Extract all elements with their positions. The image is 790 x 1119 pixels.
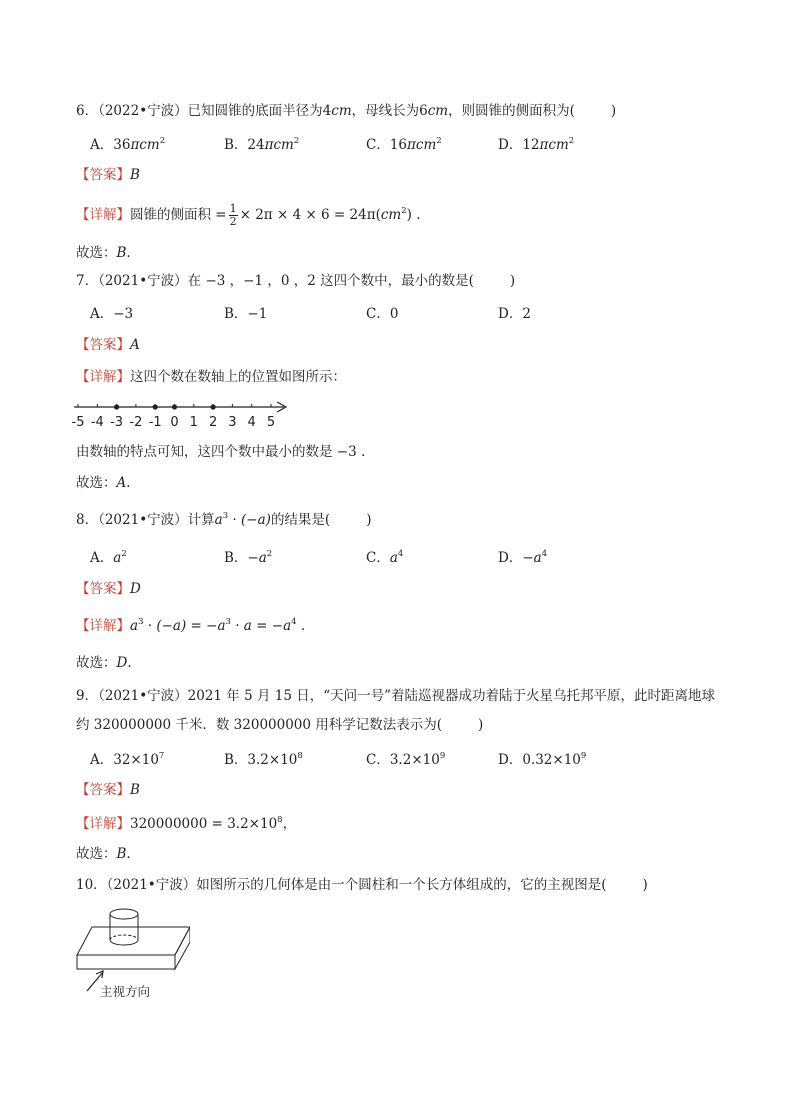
q8-option-c: C．$a^4$ (366, 549, 404, 566)
q7-after: 由数轴的特点可知，这四个数中最小的数是 −3 . (76, 444, 366, 460)
q6-answer: 【答案】B (76, 167, 140, 183)
q7-option-b: B．−1 (224, 306, 268, 322)
cylinder-bottom-hidden (110, 935, 138, 940)
q8-option-a: A．$a^2$ (90, 549, 127, 566)
q9-answer: 【答案】B (76, 782, 140, 798)
q6-option-b: B．24πcm$^2$ (224, 136, 300, 153)
q9-option-b: B．$3.2\times 10^8$ (224, 751, 303, 768)
q7-conclusion: 故选：A. (76, 475, 131, 491)
q6-option-d: D．12πcm$^2$ (498, 136, 575, 153)
q8-detail: 【详解】$a^3 \cdot (-a) = -a^3 \cdot a = -a^4$ . (76, 617, 306, 634)
number-line-label: -3 (110, 415, 124, 430)
number-line-label: -2 (129, 415, 143, 430)
q8-conclusion: 故选：D. (76, 655, 132, 671)
q7-detail: 【详解】这四个数在数轴上的位置如图所示： (76, 369, 346, 385)
q8-option-d: D．$-a^4$ (498, 549, 548, 566)
q7-answer: 【答案】A (76, 337, 140, 353)
q8-stem: 8．（2021•宁波）计算$a^3 \cdot (-a)$的结果是( ) (76, 511, 372, 528)
view-direction-label: 主视方向 (100, 984, 151, 999)
number-line-label: 0 (170, 415, 179, 430)
q8-option-b: B．$-a^2$ (224, 549, 273, 566)
q7-option-c: C．0 (366, 306, 399, 322)
q7-option-d: D．2 (498, 306, 531, 322)
number-line-point (211, 404, 216, 409)
q6-option-a: A．36πcm$^2$ (90, 136, 166, 153)
number-line-label: 1 (189, 415, 198, 430)
number-line-label: 4 (247, 415, 256, 430)
number-line-label: -1 (148, 415, 162, 430)
number-line-label: -4 (90, 415, 104, 430)
q10-stem: 10．（2021•宁波）如图所示的几何体是由一个圆柱和一个长方体组成的，它的主视图是( ) (76, 877, 648, 893)
q9-detail: 【详解】$320000000 = 3.2\times 10^8$， (76, 815, 297, 832)
box-front-face (77, 955, 175, 969)
number-line-point (114, 404, 119, 409)
number-line-label: 2 (208, 415, 218, 430)
number-line-label: -5 (71, 415, 85, 430)
q9-option-a: A．$32\times 10^7$ (90, 751, 165, 768)
box-top-face (77, 927, 190, 955)
q9-option-c: C．$3.2\times 10^9$ (366, 751, 446, 768)
q9-stem-line2: 约 320000000 千米．数 320000000 用科学记数法表示为( ) (76, 717, 484, 733)
q8-answer: 【答案】D (76, 581, 141, 597)
q6-option-c: C．16πcm$^2$ (366, 136, 442, 153)
q6-detail: 【详解】圆锥的侧面积 = $\frac{1}{2}$ × $2\pi \times 4 \times 6 = 24\pi(cm^2)$ . (76, 202, 421, 228)
q9-conclusion: 故选：B. (76, 846, 131, 862)
fraction: $\frac{1}{2}$ (229, 202, 237, 228)
q6-stem-text: 6．（2022•宁波）已知圆锥的底面半径为 (76, 103, 323, 119)
number-line-label: 5 (266, 415, 276, 430)
number-line-point (153, 404, 158, 409)
solid-figure (70, 905, 190, 1005)
q7-option-a: A．−3 (90, 306, 134, 322)
q9-option-d: D．$0.32\times 10^9$ (498, 751, 587, 768)
number-line (70, 397, 300, 431)
box-side-face (175, 927, 190, 969)
number-line-point (172, 404, 177, 409)
number-line-label: 3 (228, 415, 237, 430)
cylinder-top-ellipse (110, 909, 138, 919)
q6-conclusion: 故选：B. (76, 245, 131, 261)
q7-stem: 7．（2021•宁波）在 −3 ，−1 ，0 ，2 这四个数中，最小的数是( ) (76, 273, 516, 289)
cylinder-bottom-visible (110, 940, 138, 945)
q9-stem-line1: 9．（2021•宁波）2021 年 5 月 15 日，“天问一号”着陆巡视器成功着陆于火星乌托邦平原，此时距离地球 (76, 688, 716, 704)
q6-stem: 6．（2022•宁波）已知圆锥的底面半径为4cm，母线长为6cm，则圆锥的侧面积为( ) (76, 103, 617, 119)
